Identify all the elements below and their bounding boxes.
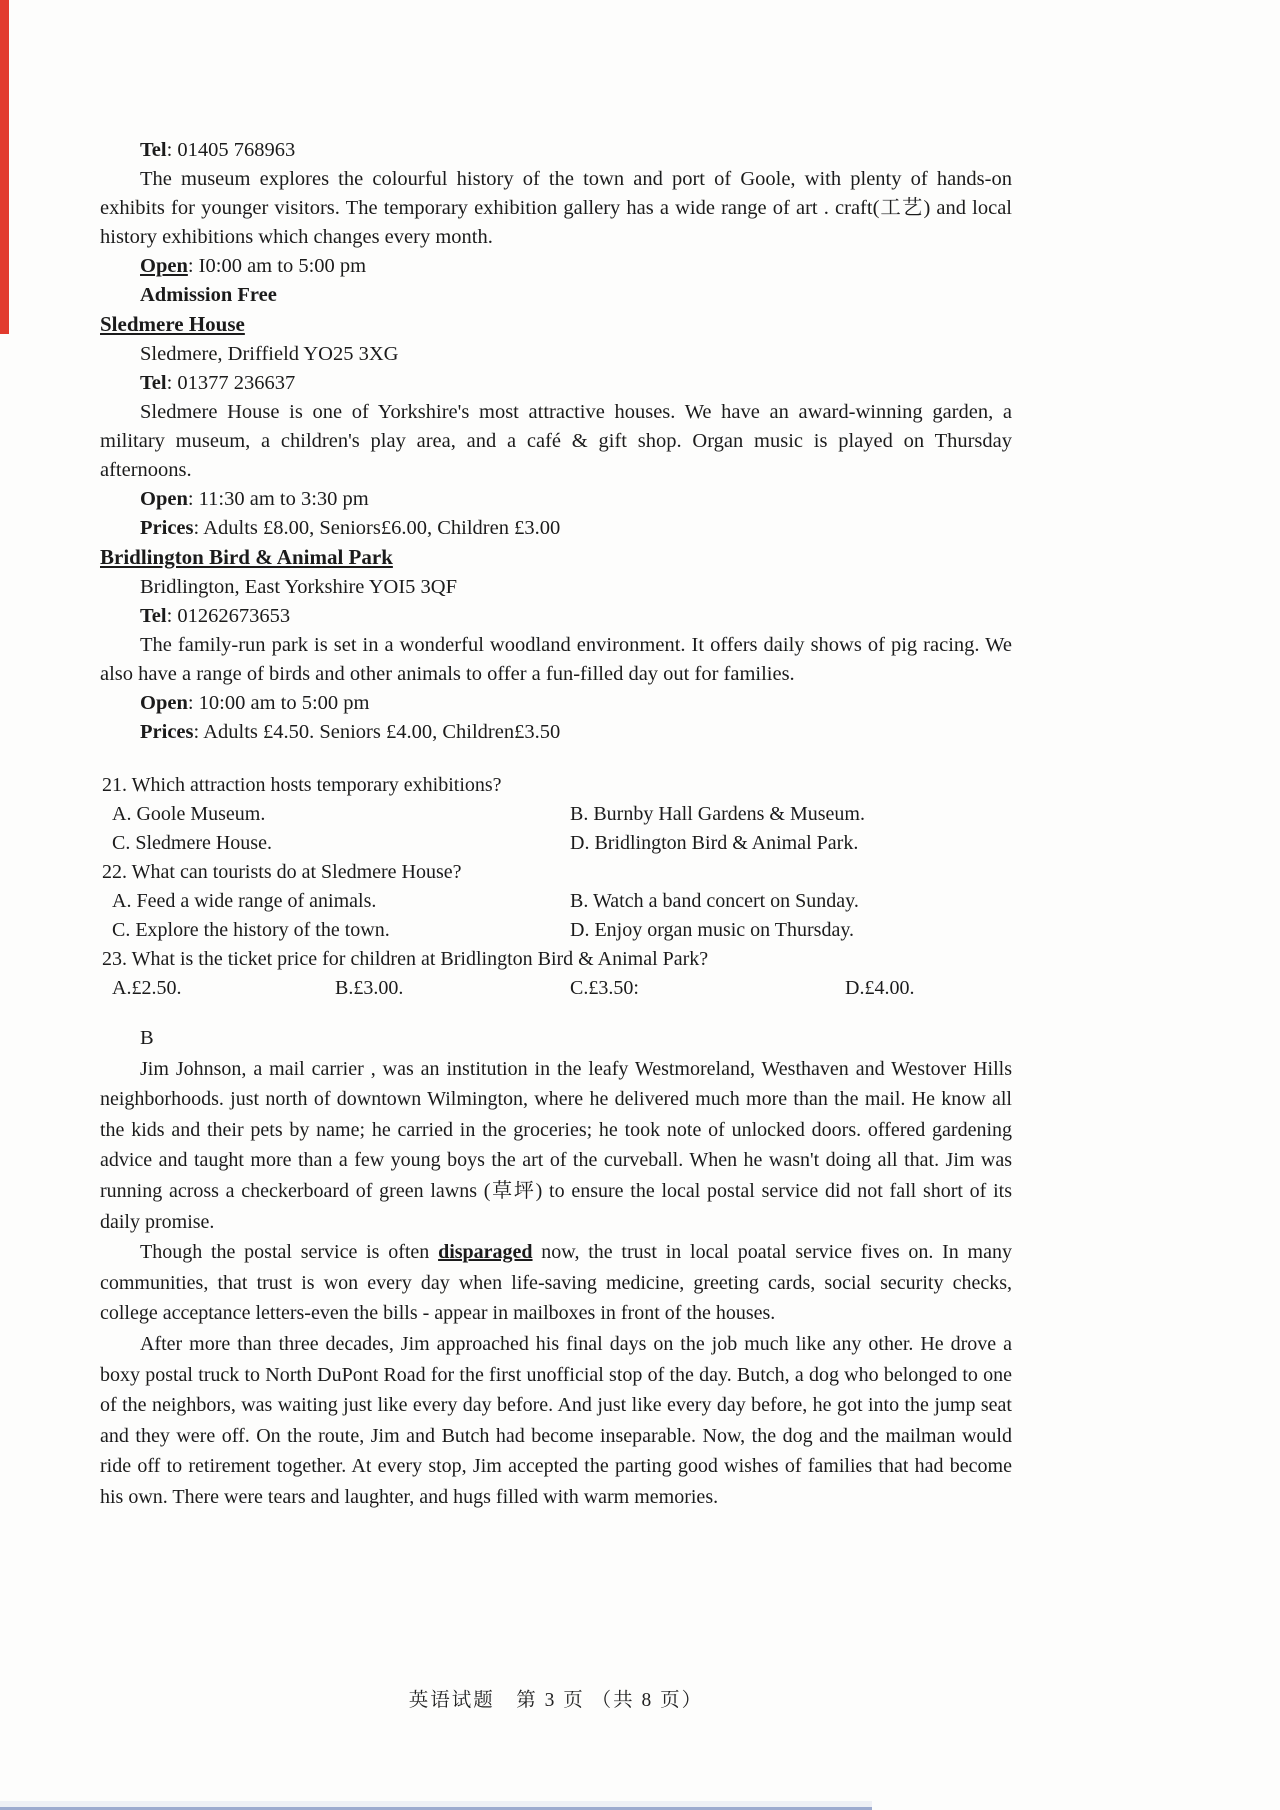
question-23: 23. What is the ticket price for children at Bridlington Bird & Animal Park? [102,948,709,970]
p2-text-pre: Though the postal service is often [140,1241,439,1264]
tel-value: : 01377 236637 [166,372,296,394]
prices-label: Prices [140,517,194,539]
option-21-c: C. Sledmere House. [112,832,272,854]
question-21-options-row-2 [100,829,1012,858]
question-22: 22. What can tourists do at Sledmere House? [102,861,462,883]
passage-b-paragraph-1: Jim Johnson, a mail carrier , was an institution in the leafy Westmoreland, Westhaven and Westover Hills neighborhoods. just north of downtown Wilmington, where he delivered much more than the mail. He know all the kids and their pets by name; he carried in the groceries; he took note of unlocked doors. offered gardening advice and taught more than a few young boys the art of the curveball. When he wasn't doing all that. Jim was running across a checkerboard of green lawns (草坪) to ensure the local postal service did not fall short of its daily promise. [100,1057,1012,1233]
passage-b-paragraph-2 [100,1237,1012,1329]
option-22-d: D. Enjoy organ music on Thursday. [570,919,855,941]
option-23-a: A.£2.50. [112,977,182,999]
open-label: Open [140,692,188,714]
option-21-b: B. Burnby Hall Gardens & Museum. [570,803,865,825]
p2-text-post: now, the trust in local poatal service fives on. In many communities, that trust is won every day when life-saving medicine, greeting cards, social security checks, college acceptance letters-even the bills - appear in mailboxes in front of the houses. [100,1241,1012,1325]
question-21: 21. Which attraction hosts temporary exhibitions? [102,774,502,796]
option-22-c: C. Explore the history of the town. [112,919,390,941]
bridlington-address: Bridlington, East Yorkshire YOI5 3QF [140,576,457,598]
goole-tel-line [100,136,1012,165]
tel-label: Tel [140,605,167,627]
questions-block [100,771,1012,1003]
bridlington-heading: Bridlington Bird & Animal Park [100,545,393,569]
tel-label: Tel [140,139,167,161]
question-22-options-row-2 [100,916,1012,945]
prices-value: : Adults £4.50. Seniors £4.00, Children£3.50 [193,721,561,743]
option-23-c: C.£3.50: [570,977,639,999]
option-23-d: D.£4.00. [845,977,915,999]
open-label: Open [140,255,188,277]
question-23-options-row [100,974,1012,1003]
tel-value: : 01262673653 [166,605,291,627]
sledmere-description: Sledmere House is one of Yorkshire's most attractive houses. We have an award-winning garden, a military museum, a children's play area, and a café & gift shop. Organ music is played on Thursday afternoons. [100,401,1012,481]
open-value: : 10:00 am to 5:00 pm [187,692,370,714]
option-22-a: A. Feed a wide range of animals. [112,890,377,912]
bridlington-tel-line [100,602,1012,631]
goole-open-line [100,252,1012,281]
question-21-options-row-1 [100,800,1012,829]
sledmere-heading: Sledmere House [100,312,245,336]
prices-value: : Adults £8.00, Seniors£6.00, Children £3.00 [193,517,561,539]
goole-admission-line: Admission Free [140,284,277,306]
section-b-label: B [140,1027,154,1049]
scan-bottom-edge-line [0,1801,872,1810]
sledmere-open-line [100,485,1012,514]
reading-part-b [100,1023,1012,1513]
option-21-a: A. Goole Museum. [112,803,266,825]
prices-label: Prices [140,721,194,743]
sledmere-tel-line [100,369,1012,398]
question-22-options-row-1 [100,887,1012,916]
vocab-word-disparaged: disparaged [438,1241,533,1264]
passage-b-paragraph-3: After more than three decades, Jim approached his final days on the job much like any other. He drove a boxy postal truck to North DuPont Road for the first unofficial stop of the day. Butch, a dog who belonged to one of the neighbors, was waiting just like every day before. And just like every day before, he got into the jump seat and they were off. On the route, Jim and Butch had become inseparable. Now, the dog and the mailman would ride off to retirement together. At every stop, Jim accepted the parting good wishes of families that had become his own. There were tears and laughter, and hugs filled with warm memories. [100,1332,1012,1508]
open-label: Open [140,488,188,510]
page-content [100,136,1012,1513]
scan-red-edge-mark [0,0,9,334]
open-value: : 11:30 am to 3:30 pm [187,488,369,510]
bridlington-prices-line [100,718,1012,747]
option-22-b: B. Watch a band concert on Sunday. [570,890,859,912]
reading-part-a [100,136,1012,747]
page-footer: 英语试题 第 3 页 （共 8 页） [408,1690,704,1711]
bridlington-open-line [100,689,1012,718]
bridlington-description: The family-run park is set in a wonderful woodland environment. It offers daily shows of pig racing. We also have a range of birds and other animals to offer a fun-filled day out for families. [100,634,1012,685]
goole-description: The museum explores the colourful history of the town and port of Goole, with plenty of hands-on exhibits for younger visitors. The temporary exhibition gallery has a wide range of art . craft(工艺) and local history exhibitions which changes every month. [100,168,1012,248]
tel-value: : 01405 768963 [166,139,296,161]
option-23-b: B.£3.00. [335,977,404,999]
option-21-d: D. Bridlington Bird & Animal Park. [570,832,859,854]
open-value: : I0:00 am to 5:00 pm [187,255,367,277]
sledmere-prices-line [100,514,1012,543]
sledmere-address: Sledmere, Driffield YO25 3XG [140,343,399,365]
tel-label: Tel [140,372,167,394]
